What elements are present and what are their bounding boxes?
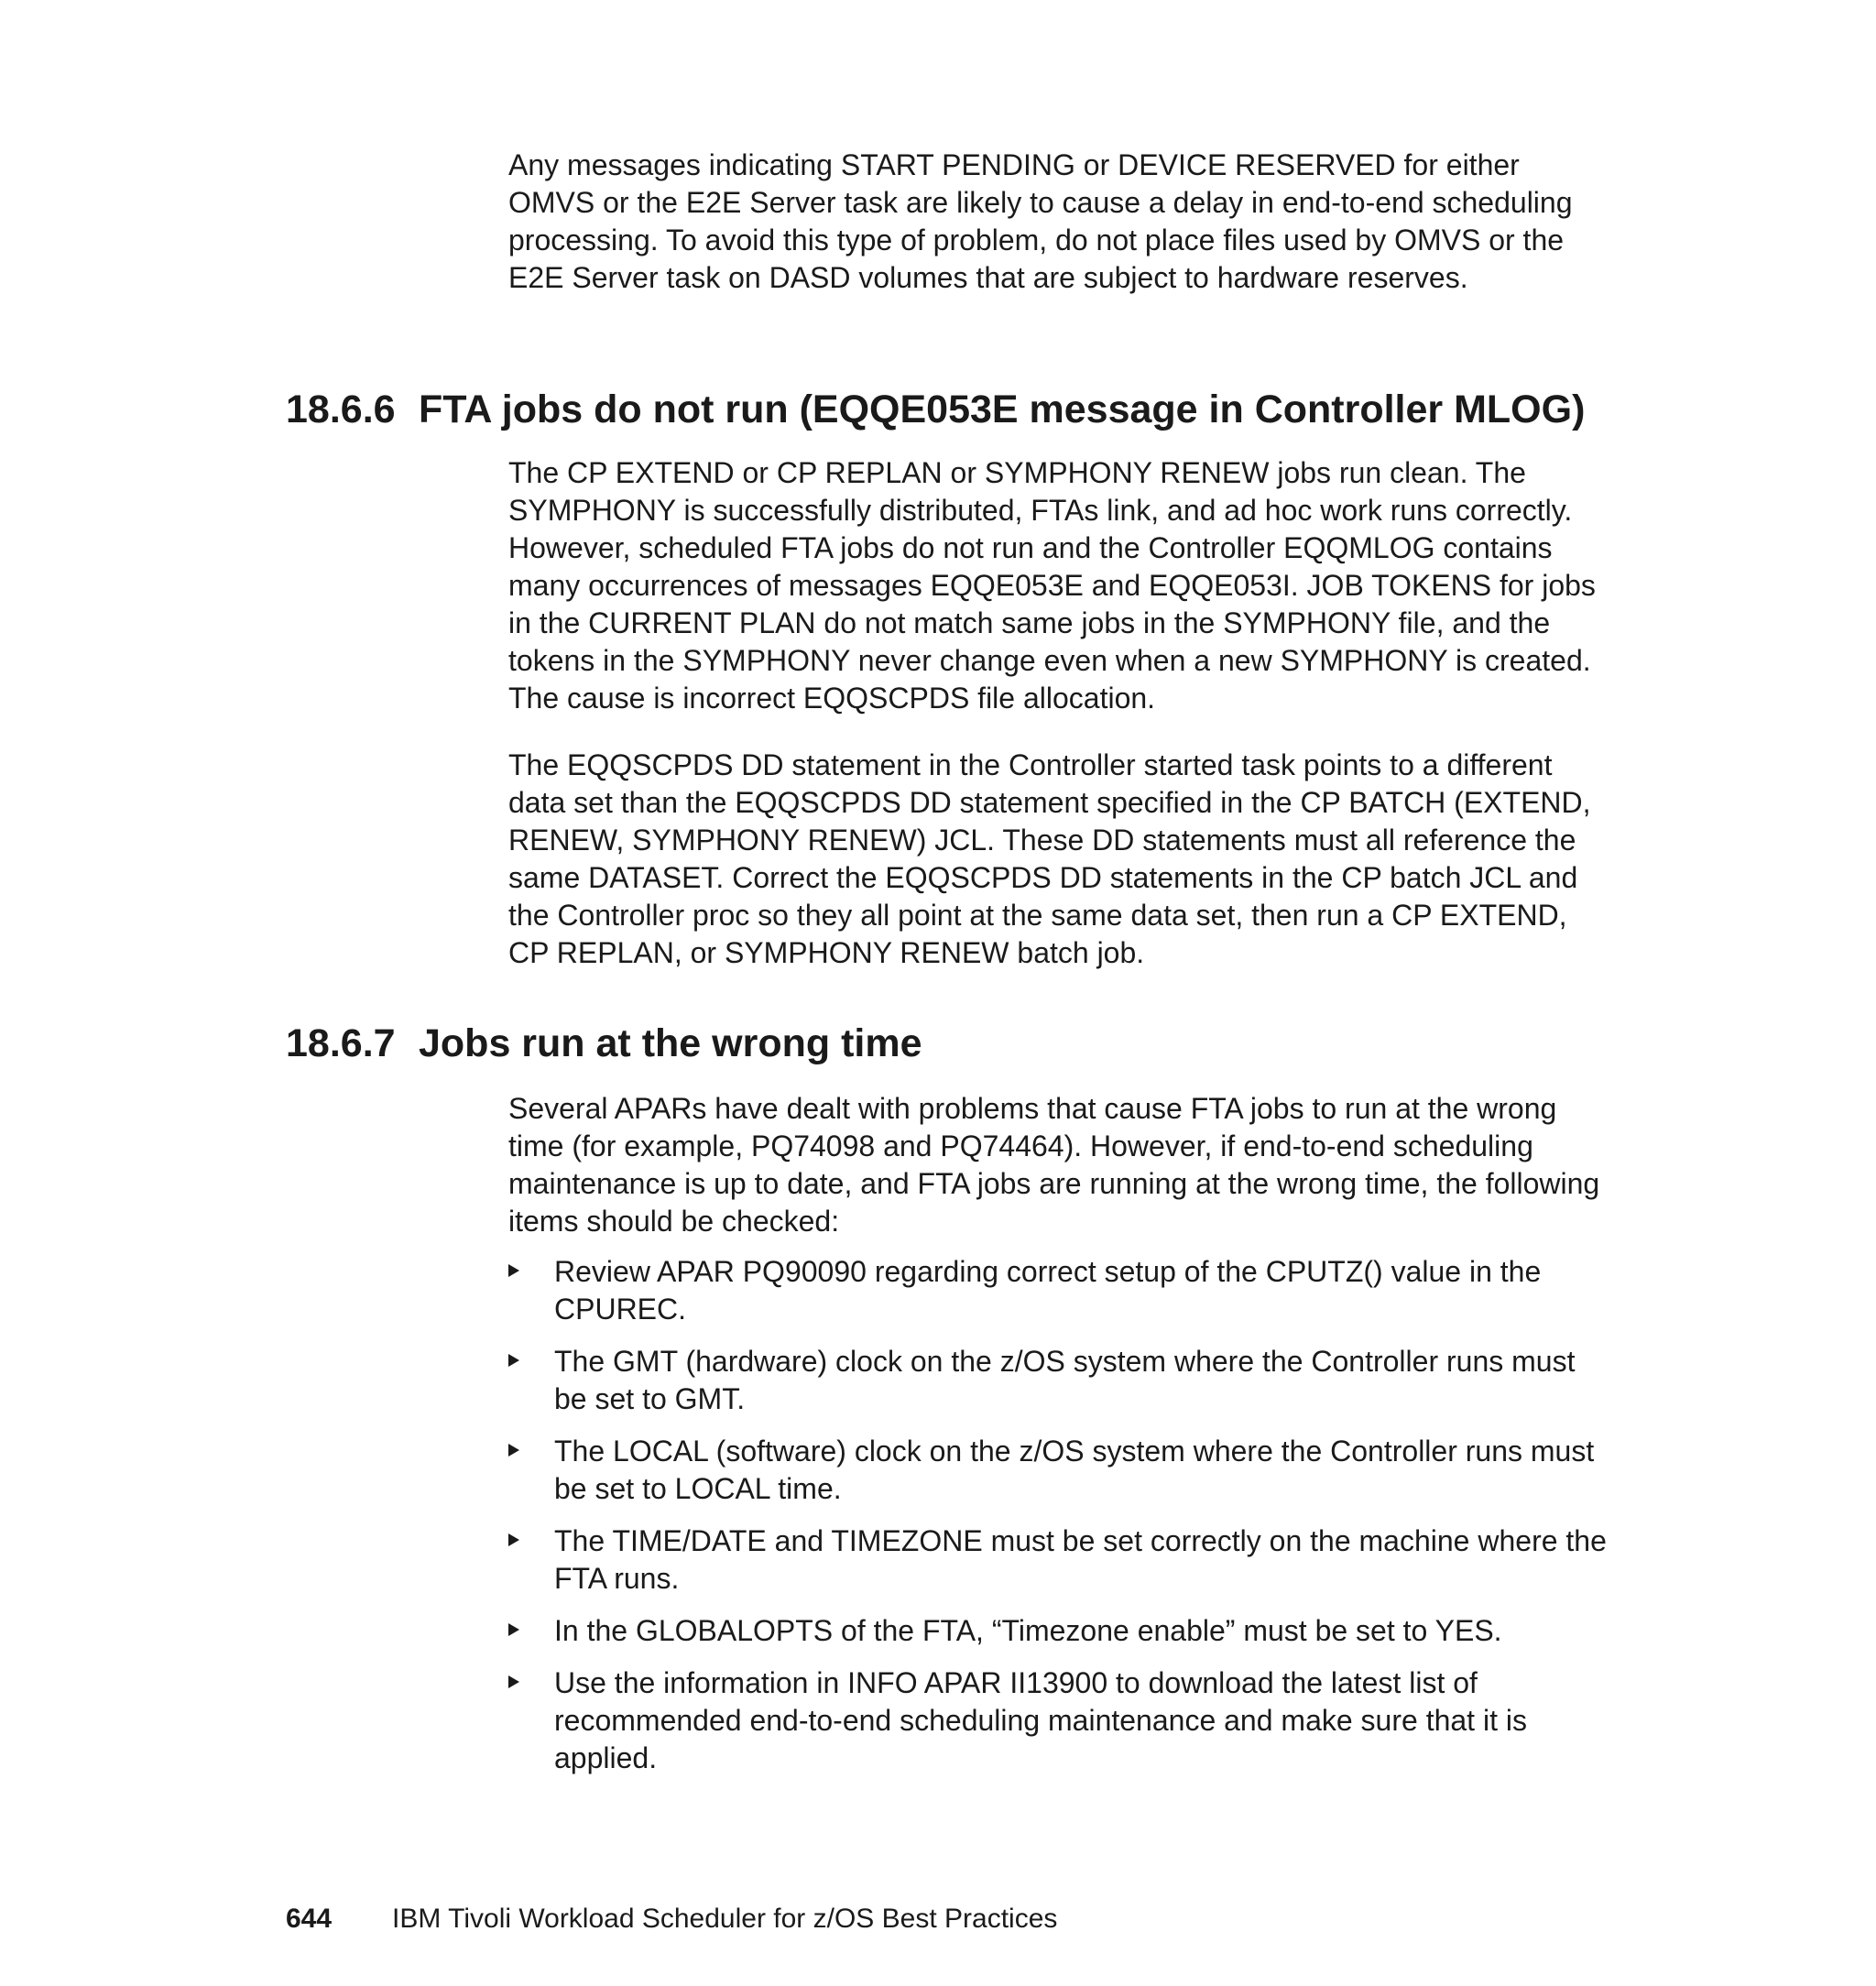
section-18-6-7-intro [508,1090,1612,1240]
list-item-text: The TIME/DATE and TIMEZONE must be set correctly on the machine where the FTA runs. [554,1524,1607,1595]
triangle-bullet-icon [508,1444,519,1457]
section-heading-18-6-6 [286,386,1585,433]
list-item-text: Review APAR PQ90090 regarding correct setup of the CPUTZ() value in the CPUREC. [554,1255,1542,1326]
checklist [508,1253,1612,1792]
triangle-bullet-icon [508,1675,519,1688]
list-item-text: The GMT (hardware) clock on the z/OS system where the Controller runs must be set to GMT. [554,1345,1576,1415]
book-title: IBM Tivoli Workload Scheduler for z/OS Best Practices [392,1904,1058,1934]
list-item-text: The LOCAL (software) clock on the z/OS system where the Controller runs must be set to LOCAL time. [554,1435,1595,1505]
list-item [508,1612,1612,1650]
section-18-6-6-paragraph-2 [508,747,1612,972]
list-item [508,1253,1612,1328]
list-item [508,1664,1612,1777]
section-heading-18-6-7 [286,1020,922,1067]
body-paragraph: The EQQSCPDS DD statement in the Controller started task points to a different data set than the EQQSCPDS DD statement specified in the CP BATCH (EXTEND, RENEW, SYMPHONY RENEW) JCL. These DD statements must all reference the same DATASET. Correct the EQQSCPDS DD statements in the CP batch JCL and the Controller proc so they all point at the same data set, then run a CP EXTEND, CP REPLAN, or SYMPHONY RENEW batch job. [508,748,1591,969]
list-item-text: In the GLOBALOPTS of the FTA, “Timezone enable” must be set to YES. [554,1614,1502,1647]
section-18-6-6-paragraph-1 [508,454,1612,717]
section-number: 18.6.7 [286,1021,396,1065]
section-number: 18.6.6 [286,387,396,431]
page-footer [286,1901,1057,1937]
list-item-text: Use the information in INFO APAR II13900 to download the latest list of recommended end-to-end scheduling maintenance and make sure that it is applied. [554,1666,1527,1774]
triangle-bullet-icon [508,1264,519,1277]
section-title: Jobs run at the wrong time [419,1021,922,1065]
page-number: 644 [286,1904,333,1934]
intro-paragraph: Any messages indicating START PENDING or DEVICE RESERVED for either OMVS or the E2E Server task are likely to cause a delay in end-to-end scheduling processing. To avoid this type of problem, do not place files used by OMVS or the E2E Server task on DASD volumes that are subject to hardware reserves. [508,148,1573,294]
section-title: FTA jobs do not run (EQQE053E message in Controller MLOG) [419,387,1586,431]
list-item [508,1343,1612,1418]
triangle-bullet-icon [508,1533,519,1546]
list-item [508,1433,1612,1508]
body-paragraph: The CP EXTEND or CP REPLAN or SYMPHONY RENEW jobs run clean. The SYMPHONY is successfully distributed, FTAs link, and ad hoc work runs correctly. However, scheduled FTA jobs do not run and the Controller EQQMLOG contains many occurrences of messages EQQE053E and EQQE053I. JOB TOKENS for jobs in the CURRENT PLAN do not match same jobs in the SYMPHONY file, and the tokens in the SYMPHONY never change even when a new SYMPHONY is created. The cause is incorrect EQQSCPDS file allocation. [508,456,1596,715]
list-item [508,1522,1612,1598]
body-paragraph: Several APARs have dealt with problems that cause FTA jobs to run at the wrong time (for example, PQ74098 and PQ74464). However, if end-to-end scheduling maintenance is up to date, and FTA jobs are running at the wrong time, the following items should be checked: [508,1092,1600,1238]
triangle-bullet-icon [508,1623,519,1636]
triangle-bullet-icon [508,1354,519,1367]
intro-paragraph-block [508,147,1612,297]
